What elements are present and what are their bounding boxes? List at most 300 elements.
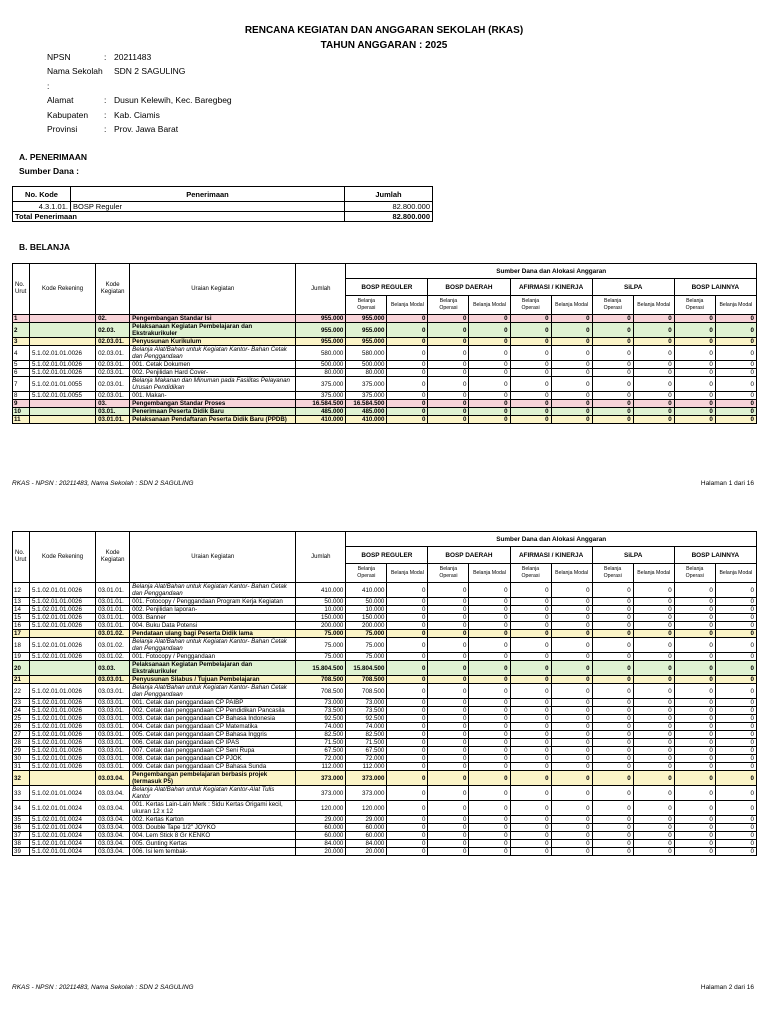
cell-alokasi: 0 — [510, 377, 551, 392]
cell-alokasi: 0 — [715, 755, 756, 763]
header-group: BOSP REGULER — [346, 547, 428, 564]
table-row — [13, 408, 757, 416]
cell-alokasi: 0 — [510, 416, 551, 424]
cell-kode-kegiatan: 03.03.01. — [96, 684, 130, 699]
cell-bosp-reguler-operasi: 75.000 — [346, 630, 387, 638]
cell-alokasi: 0 — [469, 755, 510, 763]
cell-jumlah: 410.000 — [296, 416, 346, 424]
cell-jumlah: 60.000 — [296, 832, 346, 840]
table-row — [13, 661, 757, 676]
header-jumlah: Jumlah — [345, 187, 433, 202]
cell-alokasi: 0 — [428, 630, 469, 638]
header-group: SiLPA — [592, 279, 674, 296]
cell-alokasi: 0 — [674, 763, 715, 771]
cell-alokasi: 0 — [551, 755, 592, 763]
cell-jumlah: 375.000 — [296, 392, 346, 400]
cell-uraian: Pelaksanaan Kegiatan Pembelajaran dan Ekstrakurikuler — [130, 661, 296, 676]
cell-no-urut: 5 — [13, 361, 30, 369]
cell-uraian: 005. Gunting Kertas — [130, 840, 296, 848]
cell-alokasi: 0 — [674, 408, 715, 416]
cell-bosp-reguler-operasi: 84.000 — [346, 840, 387, 848]
document-subtitle: TAHUN ANGGARAN : 2025 — [320, 40, 448, 51]
cell-alokasi: 0 — [428, 622, 469, 630]
cell-alokasi: 0 — [551, 361, 592, 369]
cell-kode-rekening: 5.1.02.01.01.0026 — [30, 598, 96, 606]
cell-kode-rekening — [30, 400, 96, 408]
belanja-table-page1 — [12, 263, 757, 424]
cell-alokasi: 0 — [674, 346, 715, 361]
cell-bosp-reguler-modal: 0 — [387, 731, 428, 739]
cell-alokasi: 0 — [674, 824, 715, 832]
cell-alokasi: 0 — [674, 400, 715, 408]
cell-jumlah: 71.500 — [296, 739, 346, 747]
cell-alokasi: 0 — [674, 684, 715, 699]
cell-alokasi: 0 — [633, 801, 674, 816]
table-row — [13, 801, 757, 816]
cell-alokasi: 0 — [428, 739, 469, 747]
cell-bosp-reguler-operasi: 373.000 — [346, 771, 387, 786]
cell-alokasi: 0 — [510, 723, 551, 731]
cell-bosp-reguler-modal: 0 — [387, 699, 428, 707]
penerimaan-jumlah: 82.800.000 — [345, 202, 433, 212]
cell-kode-kegiatan: 03.01.02. — [96, 653, 130, 661]
cell-alokasi: 0 — [592, 361, 633, 369]
cell-bosp-reguler-operasi: 708.500 — [346, 676, 387, 684]
cell-alokasi: 0 — [469, 606, 510, 614]
cell-kode-kegiatan: 03.03.04. — [96, 786, 130, 801]
cell-kode-rekening — [30, 676, 96, 684]
cell-alokasi: 0 — [633, 723, 674, 731]
footer-page-number: Halaman 2 dari 16 — [700, 984, 754, 991]
cell-alokasi: 0 — [592, 731, 633, 739]
table-row — [13, 731, 757, 739]
cell-alokasi: 0 — [674, 338, 715, 346]
cell-alokasi: 0 — [551, 771, 592, 786]
cell-kode-kegiatan: 03.01.01. — [96, 622, 130, 630]
cell-alokasi: 0 — [510, 707, 551, 715]
cell-alokasi: 0 — [592, 707, 633, 715]
cell-bosp-reguler-modal: 0 — [387, 369, 428, 377]
cell-bosp-reguler-modal: 0 — [387, 583, 428, 598]
cell-bosp-reguler-modal: 0 — [387, 416, 428, 424]
cell-kode-rekening: 5.1.02.01.01.0024 — [30, 786, 96, 801]
cell-alokasi: 0 — [469, 622, 510, 630]
cell-jumlah: 75.000 — [296, 653, 346, 661]
cell-bosp-reguler-modal: 0 — [387, 338, 428, 346]
cell-uraian: 007. Cetak dan penggandaan CP Seni Rupa — [130, 747, 296, 755]
cell-kode-kegiatan: 03.03. — [96, 661, 130, 676]
cell-no-urut: 37 — [13, 832, 30, 840]
cell-no-urut: 28 — [13, 739, 30, 747]
cell-bosp-reguler-operasi: 73.500 — [346, 707, 387, 715]
cell-bosp-reguler-modal: 0 — [387, 408, 428, 416]
cell-alokasi: 0 — [592, 583, 633, 598]
cell-no-urut: 23 — [13, 699, 30, 707]
cell-no-urut: 14 — [13, 606, 30, 614]
cell-bosp-reguler-modal: 0 — [387, 707, 428, 715]
cell-alokasi: 0 — [633, 377, 674, 392]
cell-alokasi: 0 — [715, 824, 756, 832]
cell-kode-kegiatan: 03.03.01. — [96, 731, 130, 739]
cell-no-urut: 27 — [13, 731, 30, 739]
cell-kode-kegiatan: 03.03.04. — [96, 771, 130, 786]
cell-alokasi: 0 — [592, 638, 633, 653]
cell-alokasi: 0 — [510, 606, 551, 614]
cell-alokasi: 0 — [592, 614, 633, 622]
cell-uraian: 003. Double Tape 1/2" JOYKO — [130, 824, 296, 832]
info-label: Alamat — [47, 95, 74, 106]
cell-alokasi: 0 — [592, 338, 633, 346]
table-row — [13, 598, 757, 606]
cell-uraian: 001. Fotocopy / Penggandaan Program Kerja Kegiatan — [130, 598, 296, 606]
header-belanja-operasi: Belanja Operasi — [674, 296, 715, 315]
cell-kode-rekening: 5.1.02.01.01.0026 — [30, 699, 96, 707]
cell-no-urut: 3 — [13, 338, 30, 346]
cell-kode-kegiatan: 03.01.01. — [96, 606, 130, 614]
header-group: BOSP LAINNYA — [674, 547, 756, 564]
cell-alokasi: 0 — [510, 653, 551, 661]
cell-kode-kegiatan: 02.03.01. — [96, 377, 130, 392]
cell-no-urut: 24 — [13, 707, 30, 715]
cell-alokasi: 0 — [551, 606, 592, 614]
table-row — [13, 361, 757, 369]
cell-alokasi: 0 — [674, 840, 715, 848]
cell-uraian: Belanja Makanan dan Minuman pada Fasilitas Pelayanan Urusan Pendidikan — [130, 377, 296, 392]
table-row — [13, 614, 757, 622]
cell-no-urut: 31 — [13, 763, 30, 771]
cell-alokasi: 0 — [715, 676, 756, 684]
cell-alokasi: 0 — [674, 715, 715, 723]
cell-alokasi: 0 — [551, 715, 592, 723]
cell-kode-kegiatan: 03.03.01. — [96, 747, 130, 755]
cell-uraian: 002. Cetak dan penggandaan CP Pendidikan Pancasila — [130, 707, 296, 715]
cell-kode-rekening — [30, 338, 96, 346]
cell-jumlah: 112.000 — [296, 763, 346, 771]
cell-alokasi: 0 — [674, 699, 715, 707]
cell-alokasi: 0 — [674, 377, 715, 392]
header-group: BOSP DAERAH — [428, 547, 510, 564]
cell-alokasi: 0 — [715, 392, 756, 400]
cell-alokasi: 0 — [633, 715, 674, 723]
cell-alokasi: 0 — [428, 676, 469, 684]
cell-bosp-reguler-modal: 0 — [387, 824, 428, 832]
cell-jumlah: 200.000 — [296, 622, 346, 630]
cell-bosp-reguler-modal: 0 — [387, 606, 428, 614]
cell-uraian: 008. Cetak dan penggandaan CP PJOK — [130, 755, 296, 763]
cell-alokasi: 0 — [428, 832, 469, 840]
cell-alokasi: 0 — [510, 315, 551, 323]
cell-alokasi: 0 — [469, 377, 510, 392]
cell-alokasi: 0 — [715, 622, 756, 630]
header-uraian-kegiatan: Uraian Kegiatan — [130, 532, 296, 583]
cell-alokasi: 0 — [551, 583, 592, 598]
cell-alokasi: 0 — [592, 408, 633, 416]
cell-alokasi: 0 — [551, 315, 592, 323]
cell-alokasi: 0 — [715, 346, 756, 361]
cell-alokasi: 0 — [633, 832, 674, 840]
cell-no-urut: 9 — [13, 400, 30, 408]
cell-alokasi: 0 — [428, 771, 469, 786]
cell-kode-rekening: 5.1.02.01.01.0026 — [30, 622, 96, 630]
cell-bosp-reguler-operasi: 80.000 — [346, 369, 387, 377]
cell-alokasi: 0 — [633, 840, 674, 848]
cell-bosp-reguler-operasi: 955.000 — [346, 323, 387, 338]
cell-bosp-reguler-modal: 0 — [387, 315, 428, 323]
cell-alokasi: 0 — [715, 400, 756, 408]
cell-alokasi: 0 — [592, 763, 633, 771]
cell-alokasi: 0 — [510, 840, 551, 848]
cell-bosp-reguler-modal: 0 — [387, 400, 428, 408]
cell-alokasi: 0 — [592, 315, 633, 323]
cell-kode-rekening: 5.1.02.01.01.0026 — [30, 638, 96, 653]
table-row — [13, 824, 757, 832]
cell-jumlah: 955.000 — [296, 338, 346, 346]
cell-alokasi: 0 — [633, 622, 674, 630]
cell-kode-kegiatan: 03.01.01. — [96, 583, 130, 598]
cell-alokasi: 0 — [674, 832, 715, 840]
cell-no-urut: 11 — [13, 416, 30, 424]
cell-alokasi: 0 — [428, 315, 469, 323]
cell-kode-kegiatan: 03.01.01. — [96, 614, 130, 622]
cell-alokasi: 0 — [715, 715, 756, 723]
cell-bosp-reguler-modal: 0 — [387, 361, 428, 369]
table-row — [13, 723, 757, 731]
cell-alokasi: 0 — [551, 786, 592, 801]
cell-alokasi: 0 — [510, 346, 551, 361]
cell-jumlah: 74.000 — [296, 723, 346, 731]
cell-bosp-reguler-modal: 0 — [387, 739, 428, 747]
cell-jumlah: 92.500 — [296, 715, 346, 723]
cell-alokasi: 0 — [469, 739, 510, 747]
cell-alokasi: 0 — [592, 630, 633, 638]
cell-alokasi: 0 — [510, 630, 551, 638]
cell-alokasi: 0 — [469, 408, 510, 416]
cell-jumlah: 73.500 — [296, 707, 346, 715]
table-row — [13, 416, 757, 424]
cell-alokasi: 0 — [715, 614, 756, 622]
cell-alokasi: 0 — [633, 786, 674, 801]
header-belanja-operasi: Belanja Operasi — [346, 564, 387, 583]
cell-alokasi: 0 — [633, 323, 674, 338]
cell-alokasi: 0 — [469, 630, 510, 638]
header-belanja-modal: Belanja Modal — [715, 296, 756, 315]
cell-kode-rekening: 5.1.02.01.01.0026 — [30, 707, 96, 715]
cell-jumlah: 375.000 — [296, 377, 346, 392]
table-row — [13, 338, 757, 346]
cell-alokasi: 0 — [674, 676, 715, 684]
header-group: SiLPA — [592, 547, 674, 564]
sumber-dana-label: Sumber Dana : — [19, 166, 79, 176]
cell-bosp-reguler-modal: 0 — [387, 840, 428, 848]
cell-bosp-reguler-operasi: 92.500 — [346, 715, 387, 723]
cell-alokasi: 0 — [469, 707, 510, 715]
header-kode-rekening: Kode Rekening — [30, 532, 96, 583]
cell-bosp-reguler-modal: 0 — [387, 614, 428, 622]
cell-bosp-reguler-modal: 0 — [387, 715, 428, 723]
cell-alokasi: 0 — [469, 361, 510, 369]
cell-kode-rekening — [30, 771, 96, 786]
cell-alokasi: 0 — [510, 771, 551, 786]
cell-bosp-reguler-operasi: 74.000 — [346, 723, 387, 731]
cell-jumlah: 75.000 — [296, 638, 346, 653]
table-row — [13, 622, 757, 630]
cell-jumlah: 500.000 — [296, 361, 346, 369]
cell-alokasi: 0 — [510, 832, 551, 840]
table-row — [13, 739, 757, 747]
cell-uraian: 009. Cetak dan penggandaan CP Bahasa Sunda — [130, 763, 296, 771]
cell-alokasi: 0 — [551, 416, 592, 424]
cell-kode-rekening: 5.1.02.01.01.0026 — [30, 684, 96, 699]
cell-alokasi: 0 — [469, 315, 510, 323]
cell-kode-rekening: 5.1.02.01.01.0026 — [30, 653, 96, 661]
header-group: AFIRMASI / KINERJA — [510, 279, 592, 296]
cell-bosp-reguler-operasi: 150.000 — [346, 614, 387, 622]
cell-alokasi: 0 — [551, 392, 592, 400]
cell-bosp-reguler-modal: 0 — [387, 630, 428, 638]
cell-kode-kegiatan: 03.03.01. — [96, 707, 130, 715]
cell-alokasi: 0 — [428, 786, 469, 801]
cell-alokasi: 0 — [674, 638, 715, 653]
cell-alokasi: 0 — [551, 346, 592, 361]
cell-uraian: Belanja Alat/Bahan untuk Kegiatan Kantor- Bahan Cetak dan Penggandaan — [130, 583, 296, 598]
header-group: BOSP REGULER — [346, 279, 428, 296]
table-row — [13, 346, 757, 361]
cell-jumlah: 67.500 — [296, 747, 346, 755]
cell-uraian: 004. Lem Stick 8 Gr KENKO — [130, 832, 296, 840]
info-value: SDN 2 SAGULING — [114, 66, 186, 77]
cell-bosp-reguler-operasi: 82.500 — [346, 731, 387, 739]
header-kode-rekening: Kode Rekening — [30, 264, 96, 315]
cell-alokasi: 0 — [715, 848, 756, 856]
cell-alokasi: 0 — [551, 699, 592, 707]
total-penerimaan-label: Total Penerimaan — [13, 212, 345, 222]
cell-jumlah: 60.000 — [296, 824, 346, 832]
cell-alokasi: 0 — [428, 346, 469, 361]
cell-no-urut: 16 — [13, 622, 30, 630]
school-info: NPSN : 20211483 Nama Sekolah : SDN 2 SAGULING Alamat : Dusun Kelewih, Kec. Baregbeg Kabupaten : Kab. Ciamis Provinsi : Prov. Jawa Barat — [47, 50, 232, 136]
cell-alokasi: 0 — [633, 630, 674, 638]
cell-bosp-reguler-operasi: 60.000 — [346, 824, 387, 832]
cell-kode-kegiatan: 03. — [96, 400, 130, 408]
cell-alokasi: 0 — [551, 824, 592, 832]
cell-bosp-reguler-operasi: 10.000 — [346, 606, 387, 614]
cell-alokasi: 0 — [510, 747, 551, 755]
cell-alokasi: 0 — [469, 323, 510, 338]
cell-bosp-reguler-modal: 0 — [387, 848, 428, 856]
cell-alokasi: 0 — [674, 598, 715, 606]
cell-uraian: Belanja Alat/Bahan untuk Kegiatan Kantor- Bahan Cetak dan Penggandaan — [130, 684, 296, 699]
cell-alokasi: 0 — [428, 715, 469, 723]
belanja-table-page2 — [12, 531, 757, 856]
cell-alokasi: 0 — [469, 771, 510, 786]
cell-alokasi: 0 — [633, 369, 674, 377]
cell-bosp-reguler-modal: 0 — [387, 786, 428, 801]
cell-kode-rekening: 5.1.02.01.01.0055 — [30, 392, 96, 400]
cell-uraian: 003. Cetak dan penggandaan CP Bahasa Indonesia — [130, 715, 296, 723]
header-belanja-operasi: Belanja Operasi — [510, 564, 551, 583]
cell-uraian: Pengembangan pembelajaran berbasis projek (termasuk P5) — [130, 771, 296, 786]
cell-alokasi: 0 — [715, 369, 756, 377]
cell-alokasi: 0 — [633, 731, 674, 739]
cell-alokasi: 0 — [674, 369, 715, 377]
cell-no-urut: 13 — [13, 598, 30, 606]
table-row — [13, 377, 757, 392]
cell-bosp-reguler-operasi: 67.500 — [346, 747, 387, 755]
cell-jumlah: 75.000 — [296, 630, 346, 638]
cell-alokasi: 0 — [551, 653, 592, 661]
cell-kode-rekening: 5.1.02.01.01.0024 — [30, 840, 96, 848]
cell-alokasi: 0 — [551, 638, 592, 653]
cell-uraian: 006. Cetak dan penggandaan CP IPAS — [130, 739, 296, 747]
cell-alokasi: 0 — [592, 723, 633, 731]
cell-jumlah: 150.000 — [296, 614, 346, 622]
cell-alokasi: 0 — [633, 346, 674, 361]
cell-uraian: 006. Isi lem tembak- — [130, 848, 296, 856]
cell-alokasi: 0 — [551, 707, 592, 715]
cell-jumlah: 955.000 — [296, 323, 346, 338]
cell-jumlah: 373.000 — [296, 771, 346, 786]
cell-bosp-reguler-operasi: 955.000 — [346, 338, 387, 346]
cell-uraian: 002. Kertas Karton — [130, 816, 296, 824]
cell-alokasi: 0 — [633, 824, 674, 832]
cell-no-urut: 18 — [13, 638, 30, 653]
cell-uraian: Pelaksanaan Pendaftaran Peserta Didik Baru (PPDB) — [130, 416, 296, 424]
cell-no-urut: 39 — [13, 848, 30, 856]
cell-no-urut: 7 — [13, 377, 30, 392]
info-label: Kabupaten — [47, 109, 89, 120]
cell-alokasi: 0 — [469, 801, 510, 816]
cell-kode-rekening: 5.1.02.01.01.0026 — [30, 361, 96, 369]
table-row — [13, 816, 757, 824]
cell-alokasi: 0 — [428, 614, 469, 622]
cell-alokasi: 0 — [551, 731, 592, 739]
cell-uraian: Belanja Alat/Bahan untuk Kegiatan Kantor-Alat Tulis Kantor — [130, 786, 296, 801]
cell-alokasi: 0 — [633, 763, 674, 771]
cell-alokasi: 0 — [674, 755, 715, 763]
cell-bosp-reguler-modal: 0 — [387, 763, 428, 771]
cell-kode-rekening: 5.1.02.01.01.0026 — [30, 755, 96, 763]
table-row — [13, 832, 757, 840]
cell-jumlah: 82.500 — [296, 731, 346, 739]
info-label: NPSN — [47, 52, 71, 62]
cell-bosp-reguler-modal: 0 — [387, 323, 428, 338]
cell-alokasi: 0 — [551, 832, 592, 840]
cell-alokasi: 0 — [469, 824, 510, 832]
cell-no-urut: 1 — [13, 315, 30, 323]
cell-kode-rekening: 5.1.02.01.01.0026 — [30, 723, 96, 731]
cell-alokasi: 0 — [428, 699, 469, 707]
cell-alokasi: 0 — [674, 786, 715, 801]
cell-alokasi: 0 — [428, 606, 469, 614]
cell-kode-kegiatan: 02. — [96, 315, 130, 323]
cell-alokasi: 0 — [551, 840, 592, 848]
cell-alokasi: 0 — [715, 377, 756, 392]
cell-alokasi: 0 — [674, 416, 715, 424]
cell-bosp-reguler-operasi: 375.000 — [346, 377, 387, 392]
cell-bosp-reguler-operasi: 485.000 — [346, 408, 387, 416]
cell-alokasi: 0 — [469, 416, 510, 424]
cell-alokasi: 0 — [633, 606, 674, 614]
cell-kode-kegiatan: 03.03.01. — [96, 676, 130, 684]
cell-alokasi: 0 — [510, 622, 551, 630]
table-row — [13, 771, 757, 786]
header-belanja-modal: Belanja Modal — [715, 564, 756, 583]
cell-alokasi: 0 — [551, 323, 592, 338]
cell-alokasi: 0 — [469, 338, 510, 346]
cell-alokasi: 0 — [428, 408, 469, 416]
cell-alokasi: 0 — [715, 606, 756, 614]
cell-no-urut: 36 — [13, 824, 30, 832]
